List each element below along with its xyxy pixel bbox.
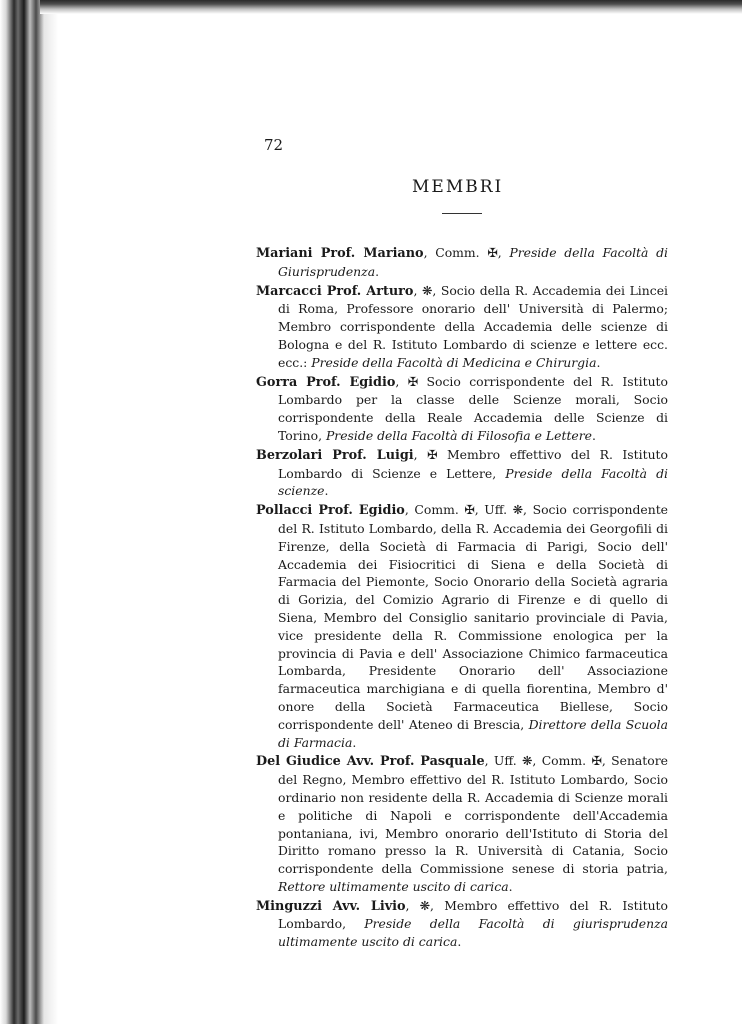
member-name: Del Giudice Avv. Prof. Pasquale — [256, 754, 485, 770]
member-role: Preside della Facoltà di Medicina e Chirurgia — [311, 354, 597, 370]
member-details: , Uff. ❋, Comm. ✠, Senatore del Regno, Membro effettivo del R. Istituto Lombardo, Socio ordinario non residente della R. Accademia di Scienze morali e politiche di Napoli e corrispondente dell'Accademia pontaniana, ivi, Membro onorario dell'Istituto di Storia del Diritto romano presso la R. Università di Catania, Socio corrispondente della Commissione senese di storia patria, — [278, 753, 669, 877]
page-top-edge — [40, 0, 742, 14]
member-role: Preside della Facoltà di scienze — [278, 465, 668, 499]
entry-end: . — [592, 427, 596, 443]
member-details: , ✠ Socio corrispondente del R. Istituto Lombardo per la classe delle Scienze morali, Socio corrispondente della Reale Accademia delle Scienze di Torino, — [278, 373, 668, 443]
title-divider — [442, 213, 482, 214]
member-details: , ❋, Socio della R. Accademia dei Lincei di Roma, Professore onorario dell' Università di Palermo; Membro corrispondente della Accademia delle scienze di Bologna e del R. Istituto Lombardo di scienze e lettere ecc. ecc.: — [278, 282, 668, 370]
member-name: Minguzzi Avv. Livio — [256, 898, 406, 914]
entry-end: . — [375, 263, 380, 279]
member-role: Direttore della Scuola di Farmacia — [278, 716, 668, 750]
entry-end: . — [508, 878, 513, 894]
page-number: 72 — [264, 136, 284, 154]
member-name: Pollacci Prof. Egidio — [256, 503, 405, 519]
member-details: , ✠ Membro effettivo del R. Istituto Lombardo di Scienze e Lettere, — [278, 446, 668, 481]
member-name: Marcacci Prof. Arturo — [256, 283, 414, 299]
member-entry — [256, 446, 668, 500]
member-details: , ❋, Membro effettivo del R. Istituto Lombardo, — [278, 897, 668, 932]
member-entry — [256, 501, 668, 751]
member-name: Gorra Prof. Egidio — [256, 374, 396, 390]
member-name: Mariani Prof. Mariano — [256, 246, 424, 261]
member-role: Preside della Facoltà di giurisprudenza ultimamente uscito di carica — [278, 916, 668, 950]
book-binding-edge — [0, 0, 58, 1024]
section-title: MEMBRI — [412, 177, 504, 197]
member-entry — [256, 897, 668, 951]
member-name: Berzolari Prof. Luigi — [256, 447, 414, 463]
member-role: Preside della Facoltà di Filosofia e Lettere — [325, 427, 593, 443]
member-entry — [256, 373, 668, 445]
member-entry — [256, 282, 668, 372]
member-role: Preside della Facoltà di Giurisprudenza — [278, 245, 669, 279]
member-list — [256, 244, 668, 952]
entry-end: . — [352, 734, 357, 750]
entry-end: . — [324, 483, 329, 499]
member-role: Rettore ultimamente uscito di carica — [278, 878, 509, 894]
member-entry — [256, 244, 668, 281]
entry-end: . — [596, 354, 601, 370]
member-entry — [256, 752, 668, 895]
member-details: , Comm. ✠, Uff. ❋, Socio corrispondente del R. Istituto Lombardo, della R. Accademia dei Georgofili di Firenze, della Società di Farmacia di Parigi, Socio dell' Accademia dei Fisiocritici di Siena e della Società di Farmacia del Piemonte, Socio Onorario della Società agraria di Gorizia, del Comizio Agrario di Firenze e di quello di Siena, Membro del Consiglio sanitario provinciale di Pavia, vice presidente della R. Commissione enologica per la provincia di Pavia e dell' Associazione Chimico farmaceutica Lombarda, Presidente Onorario dell' Associazione farmaceutica marchigiana e di quella fiorentina, Membro d' onore della Società Farmaceutica Biellese, Socio corrispondente dell' Ateneo di Brescia, — [278, 502, 668, 732]
member-details: , Comm. ✠, — [423, 245, 510, 260]
entry-end: . — [457, 934, 462, 950]
